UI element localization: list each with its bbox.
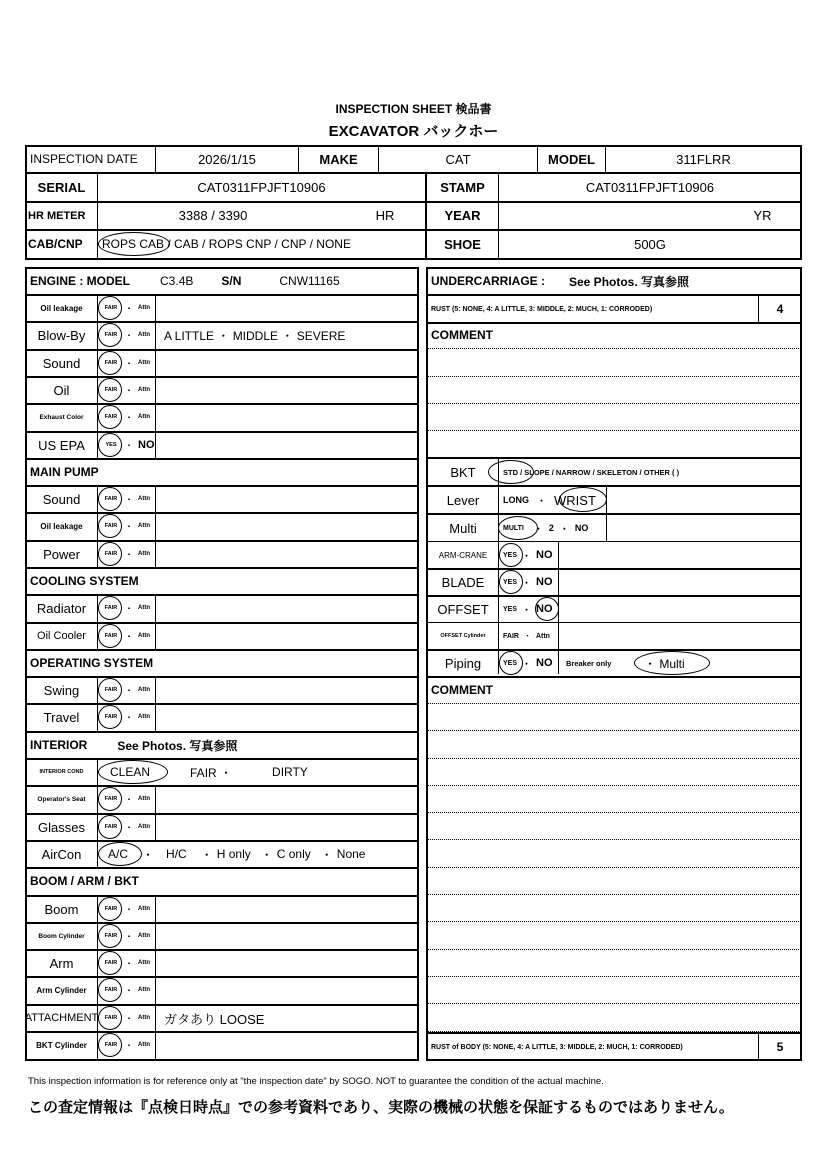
section-heading-label: OPERATING SYSTEM — [30, 656, 154, 670]
selected-circle — [98, 378, 122, 402]
engine-row-options[interactable]: FAIR ・ Attn — [98, 350, 155, 376]
engine-row-label: US EPA — [38, 437, 85, 453]
option-attn: Attn — [138, 551, 150, 557]
selected-circle — [98, 351, 122, 375]
section-heading-label: BOOM / ARM / BKT — [30, 874, 139, 888]
selected-circle — [98, 705, 122, 729]
offset-cylinder-label: OFFSET Cylinder — [440, 633, 486, 639]
engine-row-label: Sound — [42, 355, 81, 371]
interior-row-options[interactable]: FAIR ・ Attn — [98, 814, 155, 840]
main-pump-row-label: Power — [43, 546, 80, 562]
lever-opt-long: LONG — [503, 495, 529, 505]
armcrane-no: NO — [536, 549, 553, 561]
option-selected: FAIR — [104, 551, 118, 557]
main-pump-row-note[interactable] — [156, 541, 418, 567]
aircon-h-only: H only — [216, 847, 251, 861]
option-selected: YES — [105, 442, 117, 448]
piping-multi[interactable]: ・ Multi — [644, 656, 685, 671]
boom-row-note[interactable] — [156, 923, 418, 949]
main-pump-row-label: Oil leakage — [40, 521, 83, 531]
selected-circle — [98, 514, 122, 538]
option-attn: Attn — [138, 687, 150, 693]
option-selected: FAIR — [104, 796, 118, 802]
aircon-hc: H/C — [166, 847, 187, 861]
boom-row-label: Boom — [44, 901, 79, 917]
interior-row-options[interactable]: FAIR ・ Attn — [98, 786, 155, 812]
boom-row-note[interactable] — [156, 896, 418, 922]
blade-options[interactable]: YES ・ NO — [503, 576, 553, 588]
engine-row-label: Oil leakage — [40, 303, 83, 313]
armcrane-yes: YES — [503, 551, 518, 559]
interior-row-note[interactable] — [156, 786, 418, 812]
boom-row-label: ATTACHMENT — [24, 1012, 99, 1024]
multi-options[interactable]: MULTI ・ 2 ・ NO — [503, 523, 589, 534]
inspection-date-label: INSPECTION DATE — [30, 152, 138, 166]
cond-selected-circle — [98, 760, 168, 784]
option-attn: Attn — [138, 906, 150, 912]
multi-opt-multi: MULTI — [503, 524, 524, 532]
engine-row-note[interactable] — [156, 377, 418, 403]
piping-yes: YES — [503, 659, 518, 667]
option-attn: Attn — [138, 714, 150, 720]
option-attn: Attn — [138, 360, 150, 366]
main-pump-row-options[interactable]: FAIR ・ Attn — [98, 486, 155, 512]
hr-meter-value: 3388 / 3390 — [178, 208, 248, 223]
offset-options[interactable]: YES ・ NO — [503, 603, 553, 615]
operating-row-note[interactable] — [156, 704, 418, 730]
sheet-subtitle: EXCAVATOR バックホー — [328, 123, 499, 140]
rust-label: RUST (5: NONE, 4: A LITTLE, 3: MIDDLE, 2: MUCH, 1: CORRODED) — [431, 305, 653, 313]
see-photos-note: See Photos. 写真参照 — [117, 738, 238, 753]
model-label: MODEL — [548, 151, 595, 167]
selected-circle — [98, 787, 122, 811]
engine-row-label: Exhaust Color — [39, 413, 84, 421]
selected-circle — [98, 678, 122, 702]
boom-row-note[interactable] — [156, 977, 418, 1003]
engine-row-options[interactable]: FAIR ・ Attn — [98, 295, 155, 321]
section-heading — [26, 732, 418, 758]
engine-sn-label: S/N — [221, 274, 242, 288]
option-selected: FAIR — [104, 360, 118, 366]
option-selected: FAIR — [104, 933, 118, 939]
boom-row-options[interactable]: FAIR ・ Attn — [98, 977, 155, 1003]
engine-sn-value: CNW11165 — [279, 274, 340, 288]
selected-circle — [98, 296, 122, 320]
option-attn: Attn — [138, 305, 150, 311]
piping-multi-circle — [634, 651, 710, 675]
option-selected: FAIR — [104, 523, 118, 529]
boom-row-label: Arm Cylinder — [36, 985, 87, 995]
cooling-row-label: Radiator — [36, 600, 87, 616]
boom-row-options[interactable]: FAIR ・ Attn — [98, 1005, 155, 1031]
option-attn: Attn — [138, 387, 150, 393]
option-attn: Attn — [138, 796, 150, 802]
multi-selected-circle — [498, 516, 538, 540]
engine-row-options[interactable]: FAIR ・ Attn — [98, 377, 155, 403]
multi-label: Multi — [449, 520, 477, 536]
aircon-none: None — [336, 847, 366, 861]
aircon-selected-circle — [98, 842, 142, 866]
bkt-label: BKT — [450, 464, 476, 480]
piping-no: NO — [536, 657, 553, 669]
aircon-c-only: C only — [276, 847, 311, 861]
engine-row-label: Oil — [53, 382, 70, 398]
boom-row-options[interactable]: FAIR ・ Attn — [98, 1032, 155, 1058]
piping-breaker-only[interactable]: Breaker only — [566, 658, 612, 668]
undercarriage-comment-label: COMMENT — [431, 328, 493, 342]
operating-row-note[interactable] — [156, 677, 418, 703]
selected-circle — [98, 815, 122, 839]
undercarriage-heading — [427, 268, 801, 294]
operating-row-label: Travel — [43, 709, 80, 725]
section-heading — [26, 459, 418, 485]
bkt-selected-circle — [488, 460, 534, 484]
serial-value: CAT0311FPJFT10906 — [197, 179, 326, 195]
section-heading-label: INTERIOR — [30, 738, 88, 752]
boom-row-options[interactable]: FAIR ・ Attn — [98, 950, 155, 976]
shoe-label: SHOE — [444, 236, 481, 252]
selected-circle — [98, 323, 122, 347]
section-heading — [26, 650, 418, 676]
interior-row-label: Glasses — [38, 819, 85, 835]
make-value: CAT — [445, 151, 471, 167]
aircon-ac: A/C — [108, 847, 129, 861]
offset-cyl-attn: Attn — [535, 632, 550, 640]
section-heading — [26, 868, 418, 894]
option-selected: FAIR — [104, 305, 118, 311]
multi-opt-no: NO — [574, 523, 589, 533]
boom-row-note[interactable] — [156, 1032, 418, 1058]
cond-dirty: DIRTY — [272, 765, 308, 779]
selected-circle — [98, 596, 122, 620]
hr-meter-label: HR METER — [28, 209, 86, 222]
engine-row-note[interactable] — [156, 432, 418, 458]
hr-unit: HR — [375, 208, 395, 223]
boom-row-label: Boom Cylinder — [38, 932, 85, 940]
interior-row-note[interactable] — [156, 814, 418, 840]
attachment-comment-label: COMMENT — [431, 683, 493, 697]
selected-circle — [98, 1006, 122, 1030]
boom-row-note[interactable] — [156, 950, 418, 976]
option-selected: FAIR — [104, 1042, 118, 1048]
offset-yes: YES — [503, 605, 518, 613]
blade-no: NO — [536, 576, 553, 588]
lever-selected-circle — [559, 487, 607, 512]
option-attn: Attn — [138, 633, 150, 639]
engine-row-options[interactable]: YES ・ NO — [98, 432, 155, 458]
rust-body-label: RUST of BODY (5: NONE, 4: A LITTLE, 3: MIDDLE, 2: MUCH, 1: CORRODED) — [431, 1043, 683, 1051]
engine-row-note[interactable]: A LITTLE ・ MIDDLE ・ SEVERE — [164, 328, 346, 343]
selected-circle — [98, 1033, 122, 1057]
piping-options[interactable]: YES ・ NO — [503, 657, 553, 669]
aircon-options[interactable]: A/C ・ H/C ・ H only ・ C only ・ None — [108, 847, 366, 862]
option-selected: FAIR — [104, 332, 118, 338]
offset-selected-circle — [535, 597, 559, 621]
year-value — [499, 202, 739, 229]
inspection-date-value: 2026/1/15 — [198, 151, 256, 167]
boom-row-label: Arm — [49, 955, 74, 971]
option-attn: Attn — [138, 523, 150, 529]
engine-row-options[interactable]: FAIR ・ Attn — [98, 404, 155, 430]
option-attn: NO — [138, 439, 155, 451]
boom-row-options[interactable]: FAIR ・ Attn — [98, 896, 155, 922]
rust-value: 4 — [776, 302, 784, 316]
interior-row-label: Operator's Seat — [37, 795, 86, 803]
undercarriage-comment-area[interactable] — [427, 349, 801, 457]
option-attn: Attn — [138, 933, 150, 939]
bkt-options[interactable]: STD / SLOPE / NARROW / SKELETON / OTHER ( ) — [503, 467, 680, 477]
option-selected: FAIR — [104, 960, 118, 966]
engine-heading — [26, 268, 418, 294]
blade-label: BLADE — [441, 574, 485, 590]
option-selected: FAIR — [104, 687, 118, 693]
year-label: YEAR — [444, 208, 481, 223]
operating-row-options[interactable]: FAIR ・ Attn — [98, 704, 155, 730]
cooling-row-options[interactable]: FAIR ・ Attn — [98, 595, 155, 621]
option-attn: Attn — [138, 960, 150, 966]
selected-circle — [98, 433, 122, 457]
undercarriage-label: UNDERCARRIAGE : — [431, 274, 545, 288]
engine-model-label: ENGINE : MODEL — [30, 274, 131, 288]
offset-cylinder-options[interactable]: FAIR ・ Attn — [503, 632, 550, 640]
option-selected: FAIR — [104, 496, 118, 502]
option-selected: FAIR — [104, 414, 118, 420]
cab-selected-circle — [98, 232, 170, 256]
operating-row-label: Swing — [43, 682, 80, 698]
cond-clean: CLEAN — [110, 765, 151, 779]
aircon-label: AirCon — [41, 846, 82, 862]
cooling-row-label: Oil Cooler — [37, 630, 86, 642]
engine-row-options[interactable]: FAIR ・ Attn — [98, 322, 155, 348]
interior-cond-label: INTERIOR COND — [39, 769, 84, 775]
operating-row-options[interactable]: FAIR ・ Attn — [98, 677, 155, 703]
armcrane-selected-circle — [499, 543, 523, 567]
rust-body-value: 5 — [776, 1040, 784, 1054]
engine-row-note[interactable] — [156, 404, 418, 430]
cooling-row-options[interactable]: FAIR ・ Attn — [98, 623, 155, 649]
engine-row-note[interactable] — [156, 295, 418, 321]
option-attn: Attn — [138, 1042, 150, 1048]
option-selected: FAIR — [104, 633, 118, 639]
option-attn: Attn — [138, 1015, 150, 1021]
offset-label: OFFSET — [437, 601, 489, 617]
armcrane-options[interactable]: YES ・ NO — [503, 549, 553, 561]
blade-yes: YES — [503, 578, 518, 586]
main-pump-row-note[interactable] — [156, 513, 418, 539]
option-selected: FAIR — [104, 714, 118, 720]
section-heading-label: MAIN PUMP — [30, 465, 99, 479]
option-attn: Attn — [138, 987, 150, 993]
offset-cyl-fair: FAIR — [503, 632, 519, 640]
option-attn: Attn — [138, 332, 150, 338]
section-heading-label: COOLING SYSTEM — [30, 574, 139, 588]
selected-circle — [98, 487, 122, 511]
option-attn: Attn — [138, 414, 150, 420]
piping-label: Piping — [444, 655, 482, 671]
selected-circle — [98, 897, 122, 921]
boom-row-options[interactable]: FAIR ・ Attn — [98, 923, 155, 949]
cooling-row-note[interactable] — [156, 595, 418, 621]
cab-options[interactable]: ROPS CAB / CAB / ROPS CNP / CNP / NONE — [102, 237, 351, 251]
armcrane-label: ARM-CRANE — [438, 550, 488, 560]
selected-circle — [98, 978, 122, 1002]
option-attn: Attn — [138, 824, 150, 830]
engine-row-label: Blow-By — [37, 327, 86, 343]
cab-label: CAB/CNP — [28, 237, 83, 251]
sheet-title: INSPECTION SHEET 検品書 — [335, 102, 492, 116]
undercarriage-see-photos: See Photos. 写真参照 — [569, 274, 690, 289]
selected-circle — [98, 542, 122, 566]
multi-opt-2: 2 — [548, 523, 554, 533]
main-pump-row-options[interactable]: FAIR ・ Attn — [98, 513, 155, 539]
option-attn: Attn — [138, 496, 150, 502]
stamp-value: CAT0311FPJFT10906 — [585, 179, 715, 195]
piping-selected-circle — [499, 651, 523, 675]
year-unit: YR — [753, 208, 772, 223]
option-selected: FAIR — [104, 987, 118, 993]
selected-circle — [98, 951, 122, 975]
boom-row-note[interactable]: ガタあり LOOSE — [164, 1011, 265, 1027]
section-heading — [26, 568, 418, 594]
engine-row-note[interactable] — [156, 350, 418, 376]
option-attn: Attn — [138, 605, 150, 611]
cooling-row-note[interactable] — [156, 623, 418, 649]
offset-no: NO — [536, 603, 553, 615]
disclaimer-en: This inspection information is for reference only at "the inspection date" by SOGO. NOT to guarantee the condition of the actual machine. — [28, 1076, 604, 1087]
option-selected: FAIR — [104, 387, 118, 393]
selected-circle — [98, 405, 122, 429]
serial-label: SERIAL — [37, 179, 86, 195]
cond-fair: FAIR ・ — [190, 765, 233, 780]
selected-circle — [98, 924, 122, 948]
option-selected: FAIR — [104, 605, 118, 611]
shoe-value: 500G — [634, 236, 666, 252]
disclaimer-ja: この査定情報は『点検日時点』での参考資料であり、実際の機械の状態を保証するものではありません。 — [28, 1099, 734, 1116]
boom-row-label: BKT Cylinder — [36, 1040, 87, 1050]
model-value: 311FLRR — [676, 151, 731, 167]
make-label: MAKE — [319, 151, 358, 167]
selected-circle — [98, 624, 122, 648]
lever-label: Lever — [446, 492, 480, 508]
stamp-label: STAMP — [440, 179, 485, 195]
engine-model-value: C3.4B — [160, 274, 194, 288]
lever-opt-wrist: WRIST — [554, 492, 596, 508]
lever-options[interactable]: LONG ・ WRIST — [503, 492, 596, 508]
option-selected: FAIR — [104, 1015, 118, 1021]
option-selected: FAIR — [104, 824, 118, 830]
main-pump-row-label: Sound — [42, 491, 81, 507]
main-pump-row-note[interactable] — [156, 486, 418, 512]
option-selected: FAIR — [104, 906, 118, 912]
blade-selected-circle — [499, 570, 523, 594]
main-pump-row-options[interactable]: FAIR ・ Attn — [98, 541, 155, 567]
